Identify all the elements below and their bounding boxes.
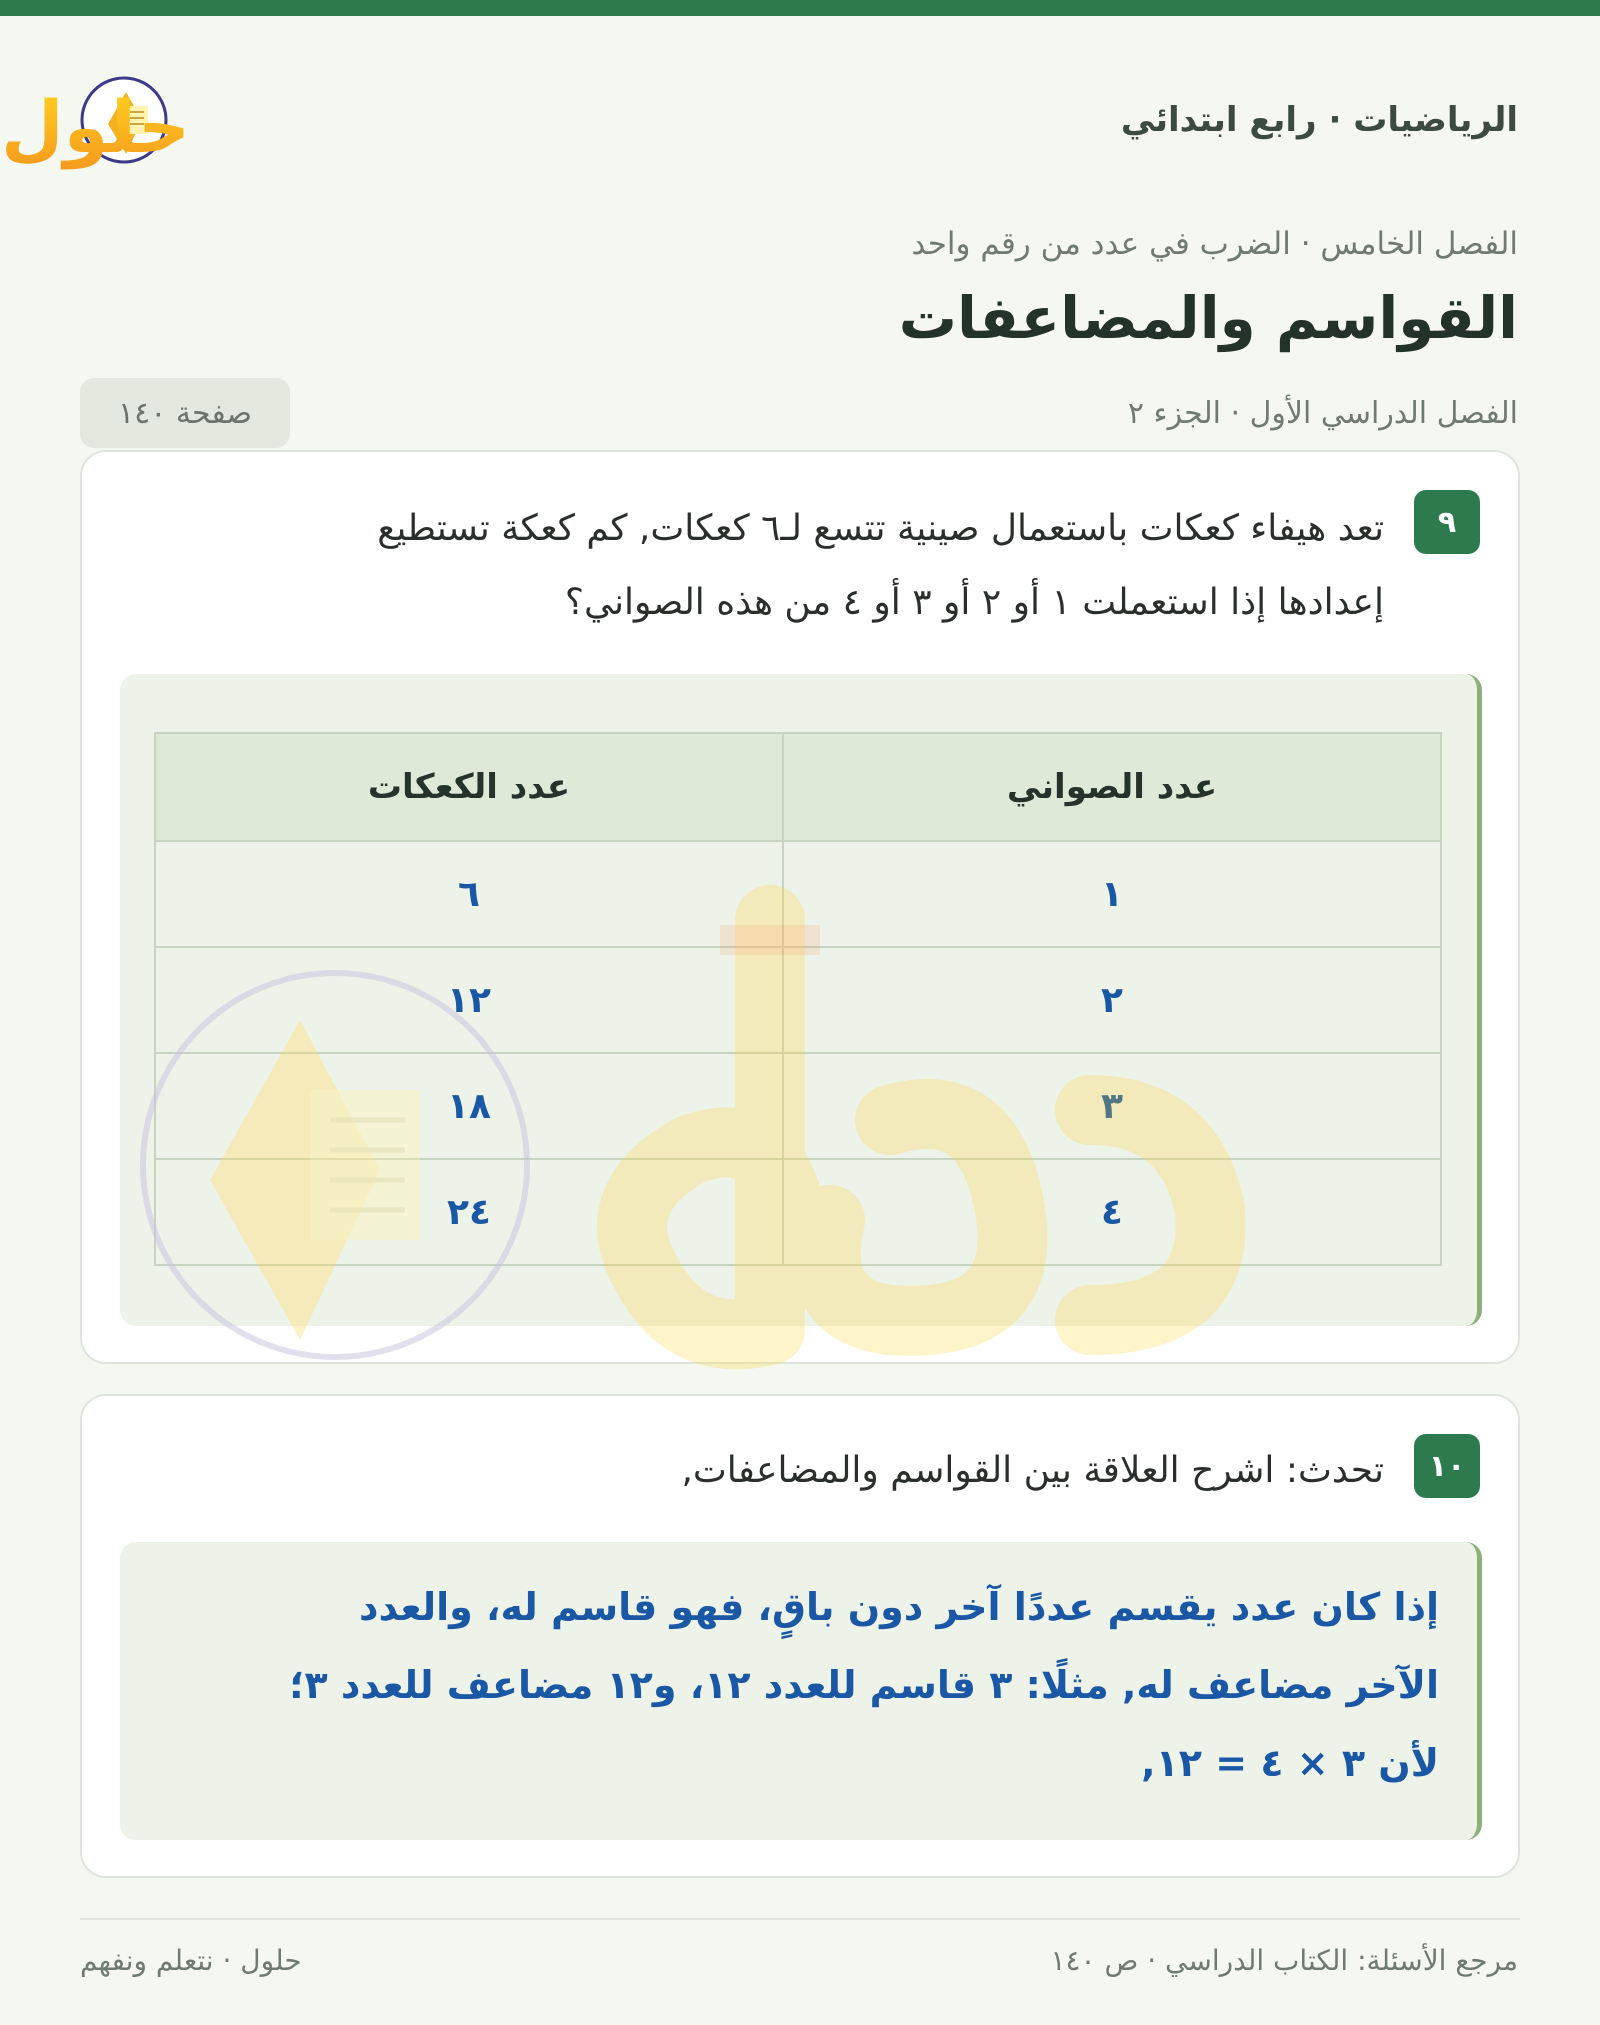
term-label: الفصل الدراسي الأول · الجزء ٢ — [1127, 396, 1518, 431]
footer-reference: مرجع الأسئلة: الكتاب الدراسي · ص ١٤٠ — [1050, 1944, 1518, 1977]
column-header-cakes: عدد الكعكات — [155, 733, 783, 841]
footer-divider — [80, 1918, 1520, 1920]
chapter-label: الفصل الخامس · الضرب في عدد من رقم واحد — [911, 226, 1518, 262]
lesson-title: القواسم والمضاعفات — [898, 284, 1518, 352]
svg-text:حلول: حلول — [1, 85, 190, 169]
trays-cakes-table-panel — [120, 674, 1482, 1326]
cakes-cell: ١٢ — [155, 947, 783, 1053]
cakes-cell: ٢٤ — [155, 1159, 783, 1265]
cakes-cell: ٦ — [155, 841, 783, 947]
table-header-row — [155, 733, 1441, 841]
answer-line-1: إذا كان عدد يقسم عددًا آخر دون باقٍ، فهو قاسم له، والعدد — [358, 1585, 1439, 1629]
trays-cell: ١ — [783, 841, 1441, 947]
question-9-text-line-1: تعد هيفاء كعكات باستعمال صينية تتسع لـ٦ كعكات, كم كعكة تستطيع — [377, 508, 1384, 549]
trays-cell: ٢ — [783, 947, 1441, 1053]
table-row — [155, 947, 1441, 1053]
answer-line-3: لأن ٣ × ٤ = ١٢, — [1141, 1741, 1439, 1785]
page-number-badge: صفحة ١٤٠ — [80, 378, 290, 448]
answer-panel — [120, 1542, 1482, 1840]
subject-grade-label: الرياضيات · رابع ابتدائي — [1120, 100, 1518, 140]
answer-line-2: الآخر مضاعف له, مثلًا: ٣ قاسم للعدد ١٢، و١٢ مضاعف للعدد ٣؛ — [289, 1663, 1439, 1707]
trays-cell: ٣ — [783, 1053, 1441, 1159]
question-9-card — [80, 450, 1520, 1364]
question-number-badge: ٩ — [1414, 490, 1480, 554]
column-header-trays: عدد الصواني — [783, 733, 1441, 841]
top-accent-bar — [0, 0, 1600, 16]
table-row — [155, 1053, 1441, 1159]
hulul-logo — [1, 62, 360, 177]
table-row — [155, 841, 1441, 947]
trays-cakes-table — [154, 732, 1442, 1266]
table-row — [155, 1159, 1441, 1265]
trays-cell: ٤ — [783, 1159, 1441, 1265]
question-number-badge: ١٠ — [1414, 1434, 1480, 1498]
cakes-cell: ١٨ — [155, 1053, 783, 1159]
question-10-card — [80, 1394, 1520, 1878]
question-9-text-line-2: إعدادها إذا استعملت ١ أو ٢ أو ٣ أو ٤ من هذه الصواني؟ — [564, 582, 1384, 623]
footer-brand: حلول · نتعلم ونفهم — [80, 1944, 302, 1977]
question-10-text: تحدث: اشرح العلاقة بين القواسم والمضاعفات, — [681, 1450, 1384, 1491]
